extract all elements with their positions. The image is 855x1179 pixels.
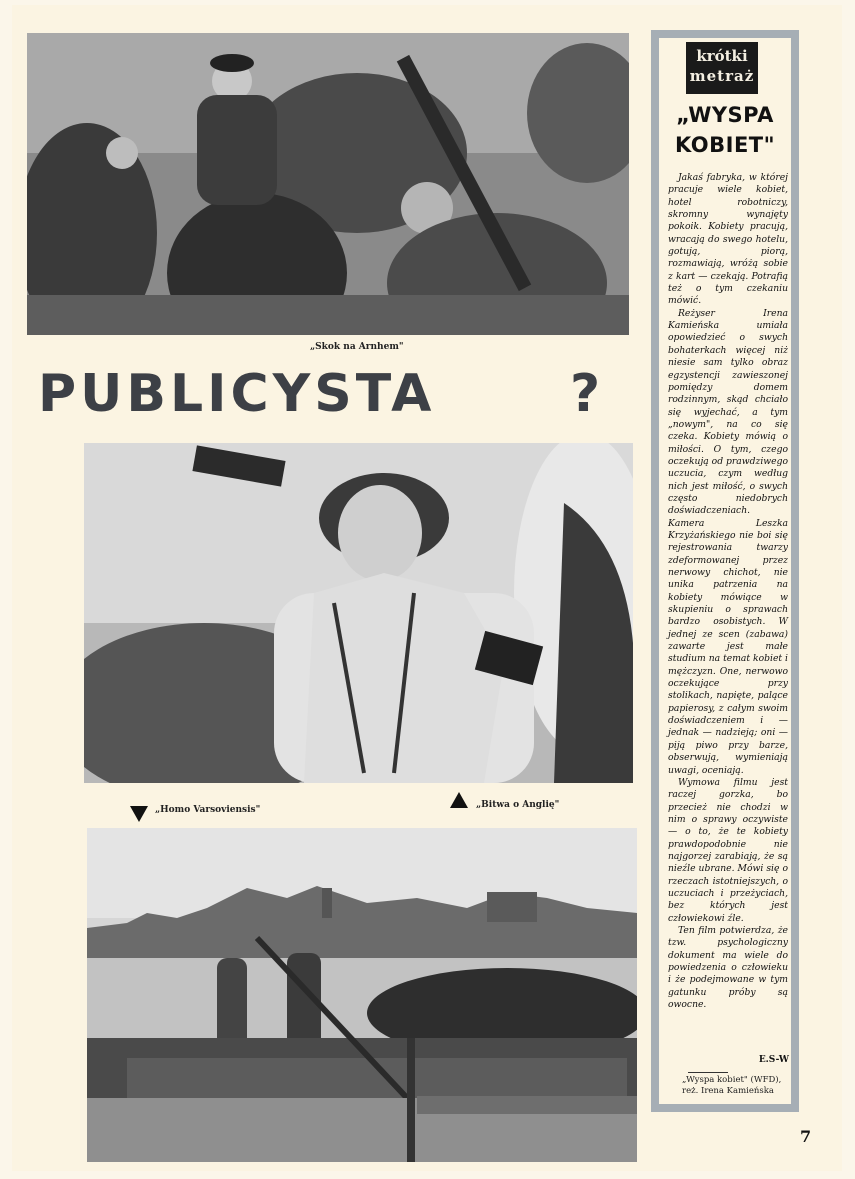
- photo-skok-na-arnhem: [27, 33, 629, 335]
- sidebar-title-line-2: KOBIET": [674, 133, 776, 157]
- headline-question-mark: ?: [570, 364, 605, 424]
- headline-text: PUBLICYSTA: [38, 364, 436, 424]
- pointer-down-icon: [130, 806, 148, 822]
- caption-bitwa-o-anglie: „Bitwa o Anglię": [476, 800, 560, 810]
- badge-line-1: krótki: [696, 47, 748, 65]
- film-credit-line-1: „Wyspa kobiet" (WFD),: [682, 1075, 782, 1085]
- caption-skok-na-arnhem: „Skok na Arnhem": [310, 342, 404, 352]
- caption-homo-varsoviensis: „Homo Varsoviensis": [155, 805, 261, 815]
- sidebar-title-line-1: „WYSPA: [676, 103, 774, 127]
- pointer-up-icon: [450, 792, 468, 808]
- photo-homo-varsoviensis: [87, 828, 637, 1162]
- badge-line-2: metraż: [689, 67, 755, 85]
- article-paragraph-3: Wymowa filmu jest raczej gorzka, bo przecież nie chodzi w nim o sprawy oczywiste — o to, że te kobiety prawdopodobnie nie najgorzej zarabiają, że są nieźle ubrane. Mówi się o rzeczach istotniejszych, o uczuciach i przeżyciach, bez których jest człowiekowi źle.: [668, 776, 788, 924]
- sidebar-article: [668, 172, 788, 1011]
- article-paragraph-1: Jakaś fabryka, w której pracuje wiele kobiet, hotel robotniczy, skromny wynajęty pokoik. Kobiety pracują, wracają do swego hotelu, gotują, piorą, rozmawiają, wróżą sobie z kart — czekają. Potrafią też o tym czekaniu mówić.: [668, 172, 788, 307]
- photo-bitwa-o-anglie: [84, 443, 633, 783]
- sidebar-title: [664, 100, 786, 160]
- page-number: 7: [800, 1127, 812, 1146]
- page-headline: [38, 366, 638, 422]
- article-signature: E.S-W: [758, 1055, 789, 1065]
- article-paragraph-4: Ten film potwierdza, że tzw. psychologiczny dokument ma wiele do powiedzenia o człowieku i że podejmowane w tym gatunku próby są owocne.: [668, 924, 788, 1011]
- film-credit-line-2: reż. Irena Kamieńska: [682, 1086, 774, 1096]
- section-badge: [686, 42, 758, 94]
- film-credit: [682, 1075, 792, 1097]
- article-paragraph-2: Reżyser Irena Kamieńska umiała opowiedzieć o swych bohaterkach więcej niż niesie sam tylko obraz egzystencji zawieszonej pomiędzy domem rodzinnym, skąd chciało się wyjechać, a tym „nowym", na co się czeka. Kobiety mówią o miłości. O tym, czego oczekują od prawdziwego uczucia, czym według nich jest miłość, o swych często niedobrych doświadczeniach. Kamera Leszka Krzyżańskiego nie boi się rejestrowania twarzy zdeformowanej przez nerwowy chichot, nie unika patrzenia na kobiety mówiące w skupieniu o sprawach bardzo osobistych. W jednej ze scen (zabawa) zawarte jest małe studium na temat kobiet i mężczyzn. One, nerwowo oczekujące przy stolikach, napięte, palące papierosy, z całym swoim doświadczeniem i — jednak — nadzieją; oni — piją piwo przy barze, obserwują, wymieniają uwagi, oceniają.: [668, 307, 789, 776]
- credit-divider: [688, 1072, 728, 1073]
